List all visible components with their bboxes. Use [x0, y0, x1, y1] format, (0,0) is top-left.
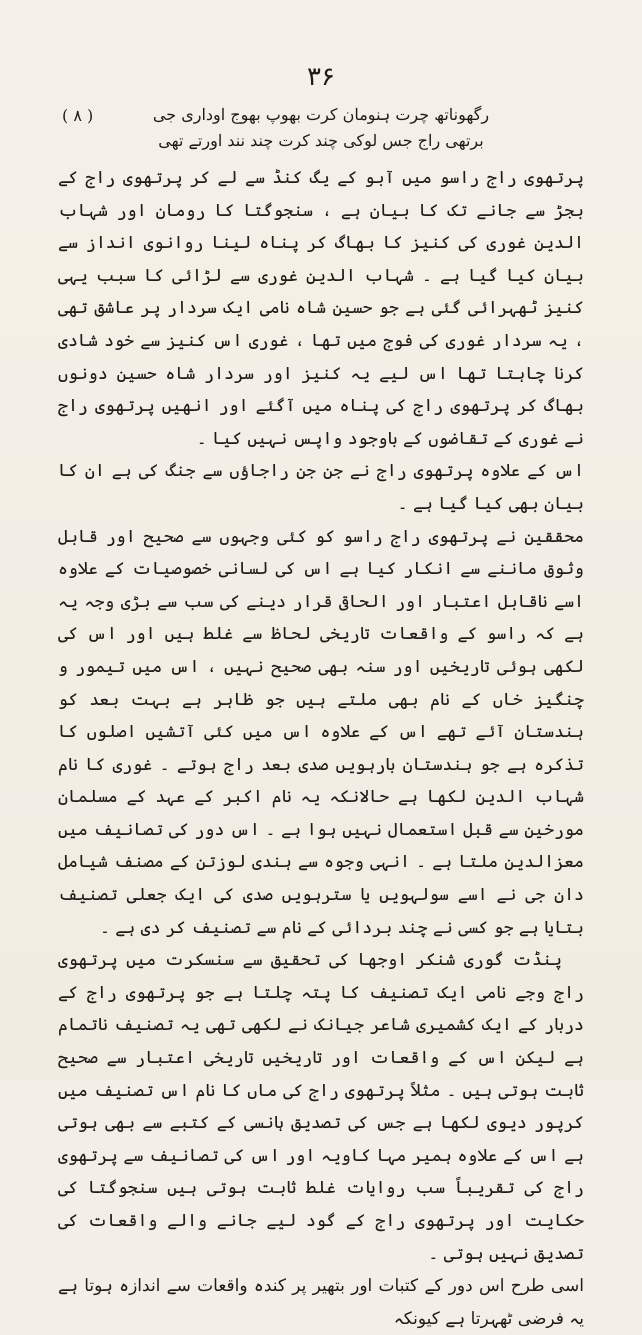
paragraph-5: اسی طرح اس دور کے کتبات اور بتھیر پر کندہ واقعات سے اندازہ ہوتا ہے یہ فرضی ٹھہرتا ہے کیونکہ [58, 1276, 584, 1329]
paragraph-1: پرتھوی راج راسو میں آبو کے یگ کنڈ سے لے کر پرتھوی راج کے بجڑ سے جانے تک کا بیان ہے ، سنجوگتا کا رومان اور شہاب الدین غوری کی کنیز کا بھاگ کر پناہ لینا روانوی انداز سے بیان کیا گیا ہے ۔ شہاب الدین غوری سے لڑائی کا سبب یہی کنیز ٹھہرائی گئی ہے جو حسین شاہ نامی ایک سردار پر عاشق تھی ، یہ سردار غوری کی فوج میں تھا ، غوری اس کنیز سے خود شادی کرنا چاہتا تھا اس لیے یہ کنیز اور سردار شاہ حسین دونوں بھاگ کر پرتھوی راج کی پناہ میں آگئے اور انھیں پرتھوی راج نے غوری کے تقاضوں کے باوجود واپس نہیں کیا ۔ [58, 168, 584, 449]
verse-number: ( ۸ ) [62, 106, 94, 125]
paragraph-3: محققین نے پرتھوی راج راسو کو کئی وجہوں سے صحیح اور قابل وثوق ماننے سے انکار کیا ہے اس کی لسانی خصوصیات کے علاوہ اسے ناقابل اعتبار اور الحاقی قرار دینے کی سب سے بڑی وجہ یہ ہے کہ راسو کے واقعات تاریخی لحاظ سے غلط ہیں اور اس کی لکھی ہوئی تاریخیں اور سنہ بھی صحیح نہیں ، اس میں تیمور و چنگیز خاں کے نام بھی ملتے ہیں جو ظاہر ہے بہت بعد کو ہندستان آئے تھے اس کے علاوہ اس میں کئی آتشیں اصلوں کا تذکرہ ہے جو ہندستان بارہویں صدی بعد راج ہوتے ۔ غوری کا نام شہاب الدین لکھا ہے حالانکہ یہ نام اکبر کے عہد کے مسلمان مورخین سے قبل استعمال نہیں ہوا ہے ۔ اس دور کی تصانیف میں معزالدین ملتا ہے ۔ انہی وجوہ سے ہندی لوزتن کے مصنف شیامل دان جی نے اسے سولہویں یا سترہویں صدی کی ایک جعلی تصنیف بتایا ہے جو کسی نے چند بردائی کے نام سے تصنیف کر دی ہے ۔ [58, 526, 584, 938]
verse-line-1: رگھوناتھ چرت ہنومان کرت بھوپ بھوج اوداری جی [152, 105, 490, 124]
paragraph-2: اس کے علاوہ پرتھوی راج نے جن جن راجاؤں سے جنگ کی ہے ان کا بیان بھی کیا گیا ہے ۔ [58, 461, 584, 514]
verse-header [58, 102, 584, 154]
verse-line-2: برتھی راج جس لوکی چند کرت چند نند اورتے تھی [158, 131, 484, 150]
body-text [58, 162, 584, 1335]
page-number: ۳۶ [307, 62, 335, 92]
paragraph-4: پنڈت گوری شنکر اوجھا کی تحقیق سے سنسکرت میں پرتھوی راج وجے نامی ایک تصنیف کا پتہ چلتا ہے جو پرتھوی راج کے دربار کے ایک کشمیری شاعر جیانک نے لکھی تھی یہ تصنیف ناتمام ہے لیکن اس کے واقعات اور تاریخیں تاریخی اعتبار سے صحیح ثابت ہوتی ہیں ۔ مثلاً پرتھوی راج کی ماں کا نام اس تصنیف میں کرپور دیوی لکھا ہے جس کی تصدیق ہانسی کے کتبے سے بھی ہوتی ہے اس کے علاوہ ہمیر مہا کاویہ اور اس کی تصانیف سے پرتھوی راج کی تقریباً سب روایات غلط ثابت ہوتی ہیں سنجوگتا کی حکایت اور پرتھوی راج کے گود لیے جانے والے واقعات کی تصدیق نہیں ہوتی ۔ [58, 950, 584, 1264]
